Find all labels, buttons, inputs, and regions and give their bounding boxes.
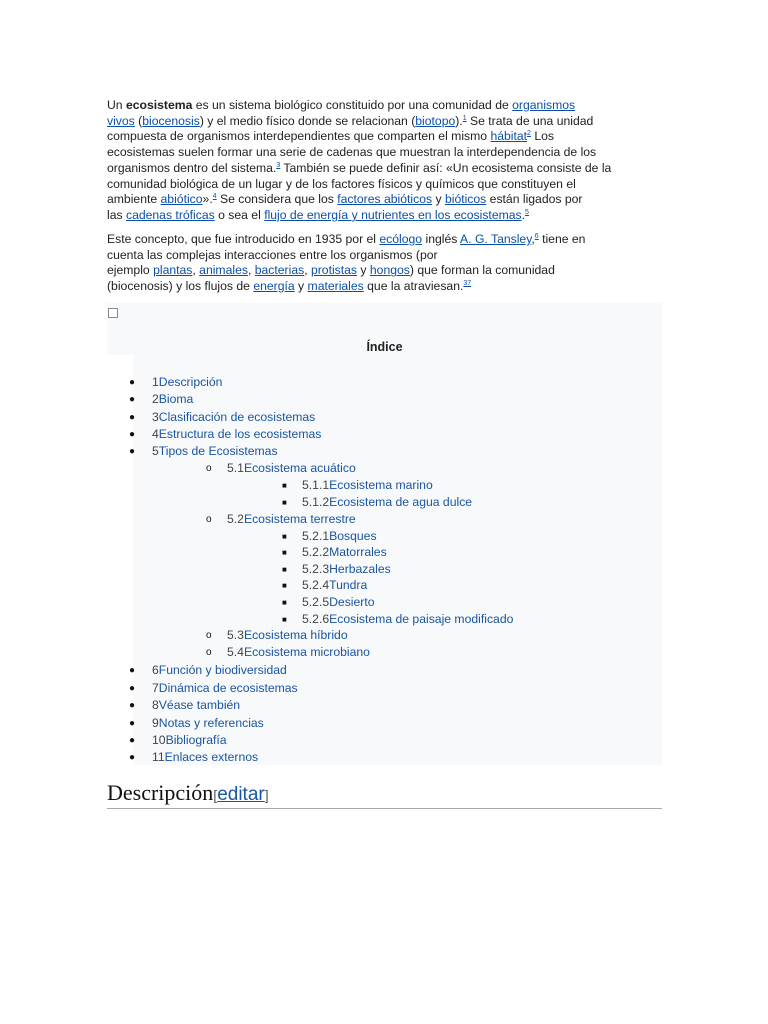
toc-number: 5.1 <box>227 461 244 475</box>
circle-bullet-icon: o <box>206 630 212 641</box>
square-bullet-icon: ■ <box>282 532 287 541</box>
ref-4[interactable]: 4 <box>212 193 217 201</box>
toc-toggle-checkbox[interactable] <box>108 308 118 318</box>
bullet-icon: ● <box>129 752 136 763</box>
toc-number: 5.2.5 <box>302 595 330 609</box>
text: compuesta de organismos interdependientes que comparten el mismo <box>107 129 491 144</box>
bullet-icon: ● <box>129 394 136 405</box>
bullet-icon: ● <box>129 665 136 676</box>
toc-number: 7 <box>152 681 159 695</box>
bracket-close: ] <box>264 787 269 803</box>
toc-number: 3 <box>152 410 159 424</box>
text: ) y el medio físico donde se relacionan ( <box>199 113 416 128</box>
square-bullet-icon: ■ <box>282 548 287 557</box>
toc-number: 5.1.2 <box>302 495 330 509</box>
toc-item-5-1[interactable] <box>206 461 356 476</box>
toc-link[interactable]: Ecosistema terrestre <box>243 512 356 526</box>
link-habitat[interactable]: hábitat <box>490 129 528 144</box>
text: , <box>531 232 535 246</box>
text: (biocenosis) y los flujos de <box>107 279 254 294</box>
link-hongos[interactable]: hongos <box>369 263 410 278</box>
toc-number: 5.2.4 <box>302 578 330 592</box>
text: Este concepto, que fue introducido en 1935 por el <box>107 232 380 246</box>
toc-number: 5.1.1 <box>302 478 330 492</box>
toc-item-4[interactable] <box>129 427 322 442</box>
toc-number: 9 <box>152 716 159 730</box>
circle-bullet-icon: o <box>206 647 212 658</box>
text: ambiente <box>107 192 161 207</box>
toc-link[interactable]: Ecosistema de paisaje modificado <box>329 612 514 626</box>
text: Se considera que los <box>216 192 338 207</box>
toc-link[interactable]: Tipos de Ecosistemas <box>158 444 278 458</box>
toc-link[interactable]: Herbazales <box>329 562 391 576</box>
link-flujo-energia[interactable]: flujo de energía y nutrientes en los ecosistemas <box>264 207 522 222</box>
toc-link[interactable]: Clasificación de ecosistemas <box>158 410 316 424</box>
toc-link[interactable]: Véase también <box>158 698 241 712</box>
toc-item-11[interactable] <box>129 750 259 765</box>
toc-link[interactable]: Bosques <box>329 529 377 543</box>
link-cadenas-troficas[interactable]: cadenas tróficas <box>125 207 215 222</box>
toc-number: 5.2.2 <box>302 545 330 559</box>
toc-number: 5.2.6 <box>302 612 330 626</box>
link-materiales[interactable]: materiales <box>307 279 364 294</box>
toc-item-5-3[interactable] <box>206 628 348 643</box>
toc-link[interactable]: Función y biodiversidad <box>158 663 287 677</box>
toc-link[interactable]: Bioma <box>158 392 194 406</box>
text: ( <box>134 113 143 128</box>
concept-paragraph <box>107 232 663 295</box>
toc-link[interactable]: Ecosistema acuático <box>243 461 356 475</box>
toc-number: 8 <box>152 698 159 712</box>
link-animales[interactable]: animales <box>199 263 248 278</box>
toc-number: 5.2.1 <box>302 529 330 543</box>
toc-link[interactable]: Estructura de los ecosistemas <box>158 427 322 441</box>
circle-bullet-icon: o <box>206 514 212 525</box>
toc-item-5-4[interactable] <box>206 645 370 660</box>
toc-number: 11 <box>152 750 165 764</box>
toc-item-5-1-1[interactable] <box>282 478 433 493</box>
toc-number: 5 <box>152 444 159 458</box>
square-bullet-icon: ■ <box>282 615 287 624</box>
toc-item-3[interactable] <box>129 410 316 425</box>
toc-item-5-2-1[interactable] <box>282 529 377 544</box>
term-ecosistema: ecosistema <box>125 98 193 112</box>
text: y <box>432 192 445 207</box>
toc-item-5[interactable] <box>129 444 278 459</box>
link-bioticos[interactable]: bióticos <box>444 192 487 207</box>
bullet-icon: ● <box>129 429 136 440</box>
text: ). <box>455 113 463 128</box>
link-biocenosis[interactable]: biocenosis <box>142 113 200 128</box>
square-bullet-icon: ■ <box>282 598 287 607</box>
toc-item-8[interactable] <box>129 698 241 713</box>
toc-item-10[interactable] <box>129 733 227 748</box>
toc-link[interactable]: Tundra <box>329 578 368 592</box>
toc-link[interactable]: Matorrales <box>329 545 387 559</box>
toc-item-5-2-5[interactable] <box>282 595 375 610</box>
text: Un <box>107 98 126 112</box>
toc-link[interactable]: Enlaces externos <box>164 750 259 764</box>
toc-item-5-2-6[interactable] <box>282 612 514 627</box>
toc-link[interactable]: Ecosistema de agua dulce <box>329 495 473 509</box>
link-ecologo[interactable]: ecólogo <box>379 232 423 246</box>
text: Se trata de una unidad <box>466 113 594 128</box>
toc-number: 5.4 <box>227 645 244 659</box>
text: ecosistemas suelen formar una serie de cadenas que muestran la interdependencia de los <box>107 145 597 160</box>
text: ) que forman la comunidad <box>409 263 555 278</box>
toc-number: 5.2 <box>227 512 244 526</box>
square-bullet-icon: ■ <box>282 581 287 590</box>
toc-number: 2 <box>152 392 159 406</box>
section-title: Descripción <box>107 780 214 805</box>
ref-3[interactable]: 3 <box>276 161 281 169</box>
toc-link[interactable]: Dinámica de ecosistemas <box>158 681 298 695</box>
link-organismos-vivos[interactable]: organismos <box>512 98 576 112</box>
toc-number: 5.3 <box>227 628 244 642</box>
toc-number: 5.2.3 <box>302 562 330 576</box>
toc-number: 4 <box>152 427 159 441</box>
edit-link[interactable]: editar <box>217 784 265 805</box>
bracket-open: [ <box>213 787 218 803</box>
toc-item-9[interactable] <box>129 716 264 731</box>
toc-item-5-2[interactable] <box>206 512 356 527</box>
text: y <box>294 279 308 294</box>
toc-number: 6 <box>152 663 159 677</box>
text: , <box>304 263 311 278</box>
intro-paragraph <box>107 98 663 224</box>
text: y <box>357 263 370 278</box>
text: Los <box>530 129 554 144</box>
ref-6[interactable]: 6 <box>534 232 539 240</box>
toc-link[interactable]: Notas y referencias <box>158 716 264 730</box>
toc-link[interactable]: Descripción <box>158 375 223 389</box>
toc-link[interactable]: Ecosistema marino <box>329 478 433 492</box>
bullet-icon: ● <box>129 735 136 746</box>
text: comunidad biológica de un lugar y de los factores físicos y químicos que constituyen el <box>107 176 576 191</box>
text: o sea el <box>214 207 265 222</box>
text: , <box>247 263 255 278</box>
toc-link[interactable]: Bibliografía <box>165 733 227 747</box>
text: que la atraviesan. <box>363 279 464 294</box>
text: es un sistema biológico constituido por una comunidad de <box>192 98 513 112</box>
text: las <box>107 207 126 222</box>
link-energia[interactable]: energía <box>253 279 295 294</box>
bullet-icon: ● <box>129 700 136 711</box>
toc-item-1[interactable] <box>129 375 223 390</box>
toc-number: 10 <box>152 733 166 747</box>
toc-number: 1 <box>152 375 159 389</box>
bullet-icon: ● <box>129 683 136 694</box>
bullet-icon: ● <box>129 718 136 729</box>
bullet-icon: ● <box>129 377 136 388</box>
square-bullet-icon: ■ <box>282 565 287 574</box>
square-bullet-icon: ■ <box>282 481 287 490</box>
text: cuenta las complejas interacciones entre los organismos (por <box>107 247 438 262</box>
toc-item-2[interactable] <box>129 392 194 407</box>
link-bacterias[interactable]: bacterias <box>254 263 305 278</box>
text: organismos dentro del sistema. <box>107 160 277 175</box>
ref-37[interactable]: 37 <box>463 280 472 288</box>
bullet-icon: ● <box>129 446 136 457</box>
link-biotopo[interactable]: biotopo <box>415 113 456 128</box>
ref-5[interactable]: 5 <box>525 208 529 216</box>
link-abiotico[interactable]: abiótico <box>160 192 203 207</box>
ref-1[interactable]: 1 <box>462 114 467 122</box>
toc-title: Índice <box>366 340 403 354</box>
text: ». <box>202 192 213 207</box>
link-protistas[interactable]: protistas <box>310 263 358 278</box>
toc-item-5-2-4[interactable] <box>282 578 368 593</box>
toc-link[interactable]: Desierto <box>329 595 375 609</box>
bullet-icon: ● <box>129 412 136 423</box>
toc-link[interactable]: Ecosistema microbiano <box>243 645 370 659</box>
text: inglés <box>422 232 461 246</box>
toc-item-5-2-2[interactable] <box>282 545 387 560</box>
toc-item-5-1-2[interactable] <box>282 495 473 510</box>
link-tansley[interactable]: A. G. Tansley <box>460 232 532 246</box>
toc-item-5-2-3[interactable] <box>282 562 391 577</box>
toc-item-6[interactable] <box>129 663 287 678</box>
text: tiene en <box>538 232 586 246</box>
toc-link[interactable]: Ecosistema híbrido <box>243 628 348 642</box>
link-plantas[interactable]: plantas <box>153 263 193 278</box>
text: están ligados por <box>486 192 583 207</box>
text: , <box>192 263 200 278</box>
text: ejemplo <box>107 263 154 278</box>
toc-item-7[interactable] <box>129 681 298 696</box>
ref-2[interactable]: 2 <box>527 130 531 138</box>
text: También se puede definir así: «Un ecosistema consiste de la <box>280 160 612 175</box>
link-factores-abioticos[interactable]: factores abióticos <box>337 192 433 207</box>
text: . <box>521 207 526 222</box>
square-bullet-icon: ■ <box>282 498 287 507</box>
circle-bullet-icon: o <box>206 463 212 474</box>
section-heading <box>107 780 662 809</box>
link-organismos-vivos-cont[interactable]: vivos <box>107 113 135 128</box>
